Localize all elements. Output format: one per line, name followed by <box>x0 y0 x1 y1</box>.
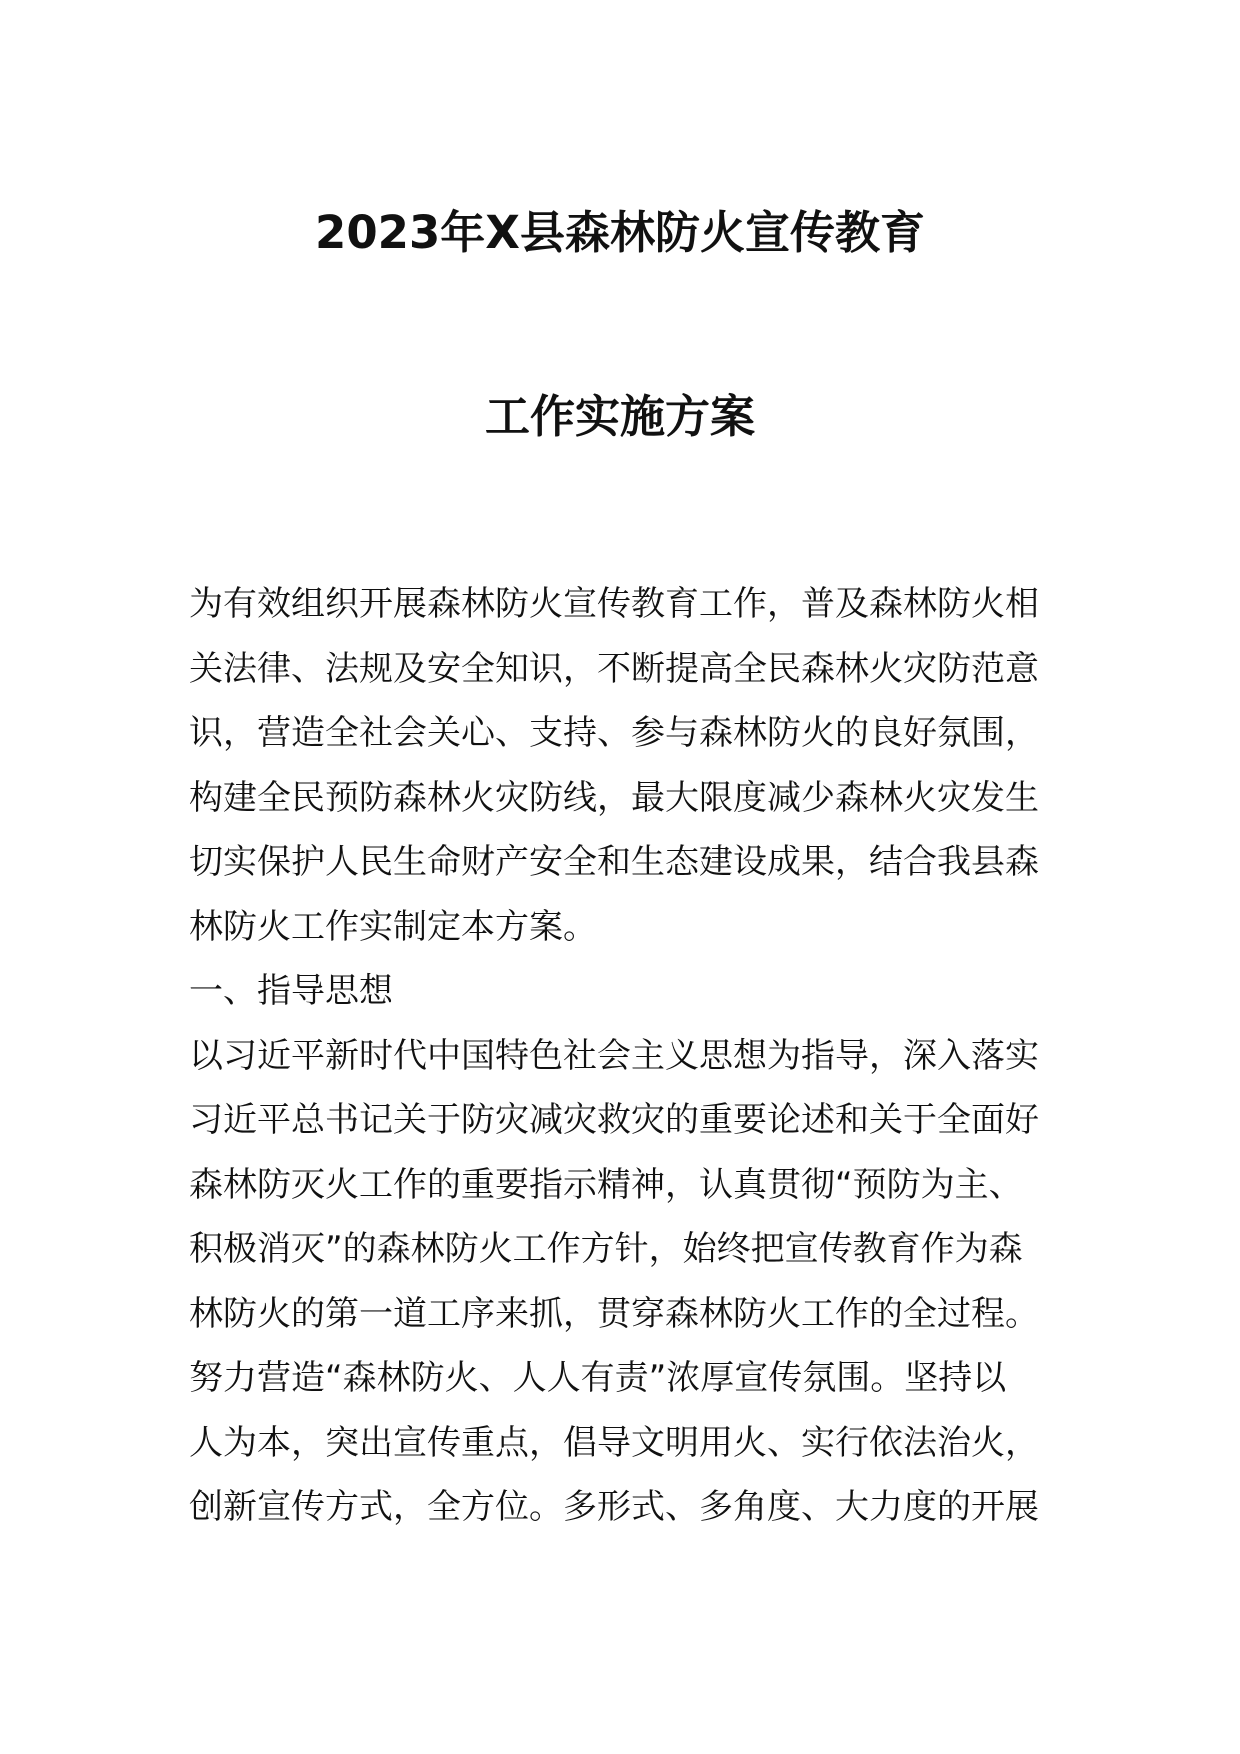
body-line: 人为本，突出宣传重点，倡导文明用火、实行依法治火， <box>189 1422 1039 1463</box>
body-line: 林防火工作实制定本方案。 <box>189 906 597 947</box>
section-heading: 一、指导思想 <box>189 971 393 1011</box>
body-line: 努力营造“森林防火、人人有责”浓厚宣传氛围。坚持以 <box>189 1358 1007 1398</box>
body-line: 切实保护人民生命财产安全和生态建设成果，结合我县森 <box>189 842 1039 882</box>
body-line: 关法律、法规及安全知识，不断提高全民森林火灾防范意 <box>189 648 1039 689</box>
body-line: 构建全民预防森林火灾防线，最大限度减少森林火灾发生 <box>189 777 1039 818</box>
document-title-line-1: 2023年X县森林防火宣传教育 <box>315 206 925 259</box>
body-line: 积极消灭”的森林防火工作方针，始终把宣传教育作为森 <box>189 1229 1023 1269</box>
body-line: 习近平总书记关于防灾减灾救灾的重要论述和关于全面好 <box>189 1100 1039 1140</box>
document-body <box>189 572 1059 1540</box>
body-line: 为有效组织开展森林防火宣传教育工作，普及森林防火相 <box>189 584 1039 624</box>
body-line: 创新宣传方式，全方位。多形式、多角度、大力度的开展 <box>189 1487 1039 1527</box>
document-title-line-2: 工作实施方案 <box>484 390 755 443</box>
body-line: 森林防灭火工作的重要指示精神，认真贯彻“预防为主、 <box>189 1164 1023 1205</box>
body-line: 林防火的第一道工序来抓，贯穿森林防火工作的全过程。 <box>189 1293 1039 1334</box>
body-line: 以习近平新时代中国特色社会主义思想为指导，深入落实 <box>189 1035 1039 1076</box>
body-line: 识，营造全社会关心、支持、参与森林防火的良好氛围， <box>189 713 1039 753</box>
